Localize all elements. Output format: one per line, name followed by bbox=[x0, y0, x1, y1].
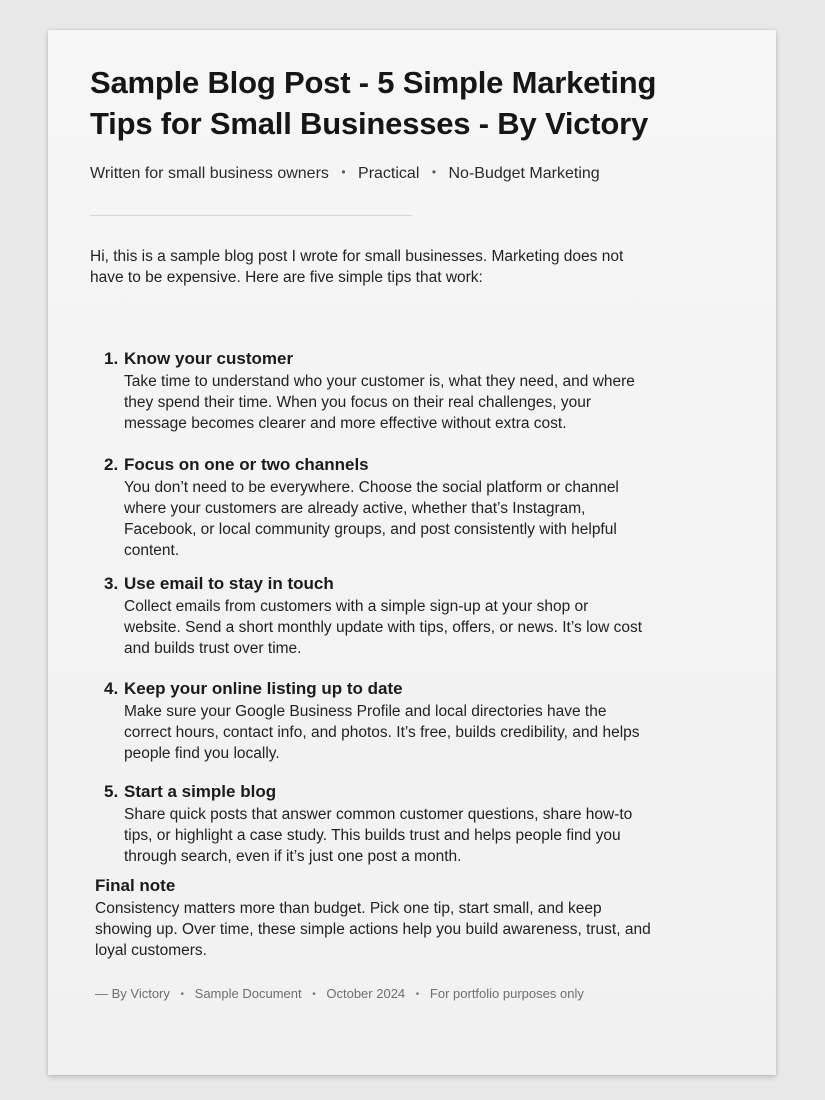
tip-heading: Focus on one or two channels bbox=[124, 455, 369, 474]
intro-paragraph: Hi, this is a sample blog post I wrote for small businesses. Marketing does not have to be expensive. Here are five simple tips that work: bbox=[90, 248, 624, 286]
tip-heading-row bbox=[104, 678, 644, 700]
tip-body: Take time to understand who your customer is, what they need, and where they spend their time. When you focus on their real challenges, your message becomes clearer and more effective without extra cost. bbox=[124, 373, 635, 432]
tip-heading-row bbox=[104, 348, 644, 370]
tip-heading: Keep your online listing up to date bbox=[124, 679, 403, 698]
page-title: Sample Blog Post - 5 Simple Marketing Tips for Small Businesses - By Victory bbox=[90, 65, 657, 141]
footer-doc-type: Sample Document bbox=[194, 986, 302, 1001]
footer-separator: • bbox=[415, 989, 420, 1000]
footer-separator: • bbox=[312, 989, 316, 1000]
tip-heading: Start a simple blog bbox=[124, 782, 277, 801]
tip-body: Share quick posts that answer common customer questions, share how-to tips, or highlight a case study. This builds trust and helps people find you through search, even if it’s just one post a month. bbox=[124, 806, 633, 865]
subtitle-tag: Written for small business owners bbox=[90, 165, 329, 182]
tip-item-1 bbox=[104, 348, 644, 434]
subtitle-separator: • bbox=[341, 165, 346, 179]
tip-number: 1. bbox=[104, 349, 119, 368]
tip-heading-row bbox=[104, 454, 644, 476]
tip-body: Make sure your Google Business Profile and local directories have the correct hours, contact info, and photos. It’s free, builds credibility, and helps people find you locally. bbox=[124, 703, 640, 762]
footer-separator: • bbox=[180, 989, 185, 1000]
tip-item-2 bbox=[104, 454, 644, 561]
footer bbox=[95, 986, 584, 1003]
tip-number: 4. bbox=[104, 679, 119, 698]
tip-number: 2. bbox=[104, 455, 119, 474]
subtitle-tag: Practical bbox=[358, 165, 420, 182]
footer-note: For portfolio purposes only bbox=[429, 986, 584, 1001]
tip-number: 5. bbox=[104, 782, 119, 801]
tip-item-3 bbox=[104, 573, 644, 659]
tip-heading-row bbox=[104, 573, 644, 595]
subtitle-tags bbox=[90, 162, 600, 184]
subtitle-separator: • bbox=[431, 165, 437, 179]
tip-item-4 bbox=[104, 678, 644, 764]
divider bbox=[90, 215, 412, 216]
tip-number: 3. bbox=[104, 574, 119, 593]
tip-heading: Use email to stay in touch bbox=[124, 574, 334, 593]
footer-author: — By Victory bbox=[95, 986, 170, 1001]
final-note-heading: Final note bbox=[95, 876, 176, 895]
final-note bbox=[95, 875, 655, 961]
tip-heading: Know your customer bbox=[124, 349, 294, 368]
final-note-text: Consistency matters more than budget. Pick one tip, start small, and keep showing up. Over time, these simple actions help you build awareness, trust, and loyal customers. bbox=[95, 900, 651, 959]
footer-date: October 2024 bbox=[326, 986, 406, 1001]
tip-body: Collect emails from customers with a simple sign-up at your shop or website. Send a short monthly update with tips, offers, or news. It’s low cost and builds trust over time. bbox=[124, 598, 643, 657]
tip-item-5 bbox=[104, 781, 644, 867]
subtitle-tag: No-Budget Marketing bbox=[448, 165, 600, 182]
tip-body: You don’t need to be everywhere. Choose the social platform or channel where your customers are already active, whether that’s Instagram, Facebook, or local community groups, and post consistently with helpful content. bbox=[124, 479, 619, 559]
tip-heading-row bbox=[104, 781, 644, 803]
